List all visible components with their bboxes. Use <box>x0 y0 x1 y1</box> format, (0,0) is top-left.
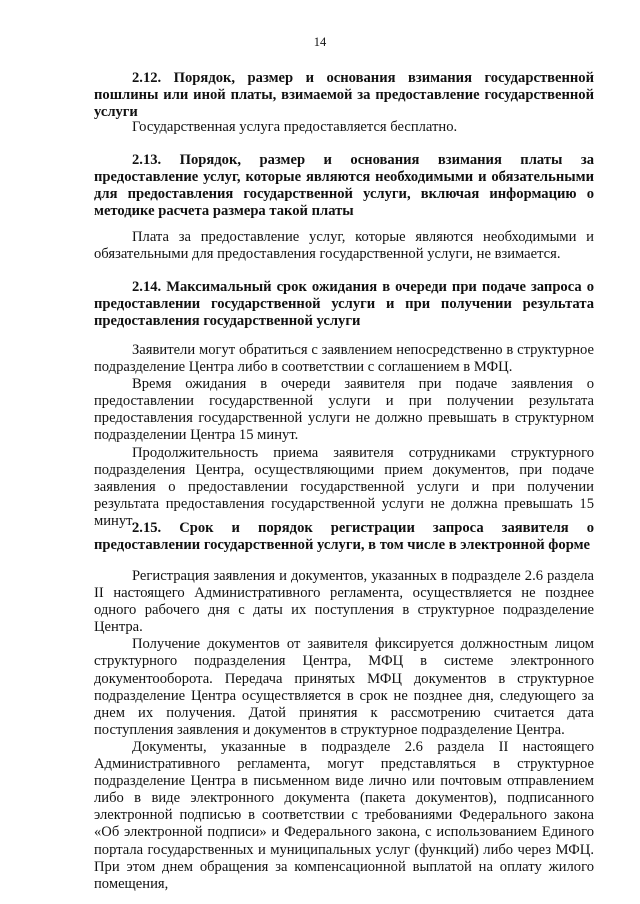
paragraph: Документы, указанные в подразделе 2.6 раздела II настоящего Административного регламента, могут представляться в структурное подразделение Центра в письменном виде лично или почтовым отправлением либо в виде электронного документа (пакета документов), подписанного электронной подписью в соответствии с требованиями Федерального закона «Об электронной подписи» и Федерального закона, с использованием Единого портала государственных и муниципальных услуг (функций) либо через МФЦ. При этом днем обращения за компенсационной выплатой на оплату жилого помещения, <box>94 738 594 892</box>
paragraph: Время ожидания в очереди заявителя при подаче заявления о предоставлении государственной услуги и при получении результата предоставления государственной услуги не должно превышать в структурном подразделении Центра 15 минут. <box>94 376 594 444</box>
section-2-15-body <box>94 568 594 893</box>
section-2-13-body <box>94 229 594 263</box>
section-2-13 <box>94 152 594 220</box>
section-2-14 <box>94 279 594 330</box>
paragraph: Продолжительность приема заявителя сотрудниками структурного подразделения Центра, осуществляющими прием документов, при подаче заявления о предоставлении государственной услуги и при получении результата предоставления государственной услуги не должна превышать 15 минут. <box>94 444 594 529</box>
page-number: 14 <box>313 35 327 49</box>
section-heading: 2.15. Срок и порядок регистрации запроса заявителя о предоставлении государственной услуги, в том числе в электронной форме <box>94 520 594 554</box>
section-heading: 2.13. Порядок, размер и основания взимания платы за предоставление услуг, которые являются необходимыми и обязательными для предоставления государственной услуги, включая информацию о методике расчета размера такой платы <box>94 152 594 220</box>
section-heading: 2.12. Порядок, размер и основания взимания государственной пошлины или иной платы, взимаемой за предоставление государственной услуги <box>94 70 594 121</box>
paragraph: Регистрация заявления и документов, указанных в подразделе 2.6 раздела II настоящего Административного регламента, осуществляется не позднее одного рабочего дня с даты их поступления в структурное подразделение Центра. <box>94 568 594 636</box>
section-2-12 <box>94 70 594 121</box>
section-2-15 <box>94 520 594 554</box>
section-heading: 2.14. Максимальный срок ожидания в очереди при подаче запроса о предоставлении государственной услуги и при получении результата предоставления государственной услуги <box>94 279 594 330</box>
section-2-12-body <box>94 119 594 136</box>
paragraph: Заявители могут обратиться с заявлением непосредственно в структурное подразделение Центра либо в соответствии с соглашением в МФЦ. <box>94 342 594 376</box>
paragraph: Государственная услуга предоставляется бесплатно. <box>132 119 458 135</box>
paragraph: Плата за предоставление услуг, которые являются необходимыми и обязательными для предоставления государственной услуги, не взимается. <box>94 229 594 263</box>
paragraph: Получение документов от заявителя фиксируется должностным лицом структурного подразделения Центра, МФЦ в системе электронного документооборота. Передача принятых МФЦ документов в структурное подразделение Центра осуществляется в срок не позднее дня, следующего за днем их получения. Датой принятия к рассмотрению считается дата поступления заявления и документов в структурное подразделение Центра. <box>94 636 594 738</box>
section-2-14-body <box>94 342 594 530</box>
